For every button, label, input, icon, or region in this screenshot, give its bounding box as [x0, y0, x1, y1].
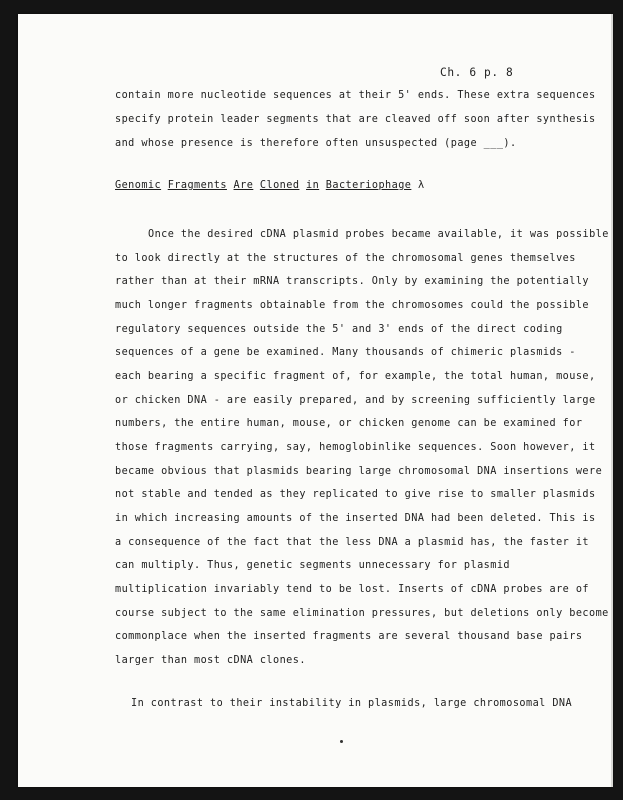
heading-word: Genomic: [115, 180, 162, 191]
para2-line-5: regulatory sequences outside the 5' and 3' ends of the direct coding: [115, 324, 563, 335]
para3-line-1: In contrast to their instability in plasmids, large chromosomal DNA: [131, 698, 573, 709]
page-mark: [340, 740, 343, 743]
para2-line-6: sequences of a gene be examined. Many thousands of chimeric plasmids -: [115, 347, 576, 358]
para2-line-16: multiplication invariably tend to be lost. Inserts of cDNA probes are of: [115, 584, 590, 595]
para2-line-12: not stable and tended as they replicated to give rise to smaller plasmids: [115, 489, 596, 500]
heading-word: Cloned: [259, 180, 300, 191]
para2-line-8: or chicken DNA - are easily prepared, and by screening sufficiently large: [115, 395, 596, 406]
para2-line-15: can multiply. Thus, genetic segments unnecessary for plasmid: [115, 560, 511, 571]
heading-word: Fragments: [167, 180, 227, 191]
lambda-symbol: λ: [417, 180, 425, 191]
heading-word: Bacteriophage: [325, 180, 412, 191]
para2-line-3: rather than at their mRNA transcripts. Only by examining the potentially: [115, 276, 590, 287]
para2-line-9: numbers, the entire human, mouse, or chicken genome can be examined for: [115, 418, 583, 429]
page-edge: [611, 14, 613, 787]
para2-line-13: in which increasing amounts of the inserted DNA had been deleted. This is: [115, 513, 596, 524]
para1-line-3: and whose presence is therefore often unsuspected (page ___).: [115, 138, 517, 149]
section-heading: [115, 180, 425, 191]
para2-line-11: became obvious that plasmids bearing large chromosomal DNA insertions were: [115, 466, 603, 477]
heading-word: Are: [233, 180, 254, 191]
para2-line-1: Once the desired cDNA plasmid probes became available, it was possible: [148, 229, 609, 240]
para2-line-19: larger than most cDNA clones.: [115, 655, 306, 666]
heading-word: in: [306, 180, 320, 191]
para1-line-1: contain more nucleotide sequences at their 5' ends. These extra sequences: [115, 90, 596, 101]
para1-line-2: specify protein leader segments that are cleaved off soon after synthesis: [115, 114, 596, 125]
para2-line-7: each bearing a specific fragment of, for example, the total human, mouse,: [115, 371, 596, 382]
para2-line-14: a consequence of the fact that the less DNA a plasmid has, the faster it: [115, 537, 590, 548]
para2-line-2: to look directly at the structures of the chromosomal genes themselves: [115, 253, 576, 264]
para2-line-10: those fragments carrying, say, hemoglobinlike sequences. Soon however, it: [115, 442, 596, 453]
para2-line-18: commonplace when the inserted fragments are several thousand base pairs: [115, 631, 583, 642]
para2-line-17: course subject to the same elimination pressures, but deletions only become: [115, 608, 609, 619]
para2-line-4: much longer fragments obtainable from the chromosomes could the possible: [115, 300, 590, 311]
page-reference: Ch. 6 p. 8: [440, 66, 514, 79]
